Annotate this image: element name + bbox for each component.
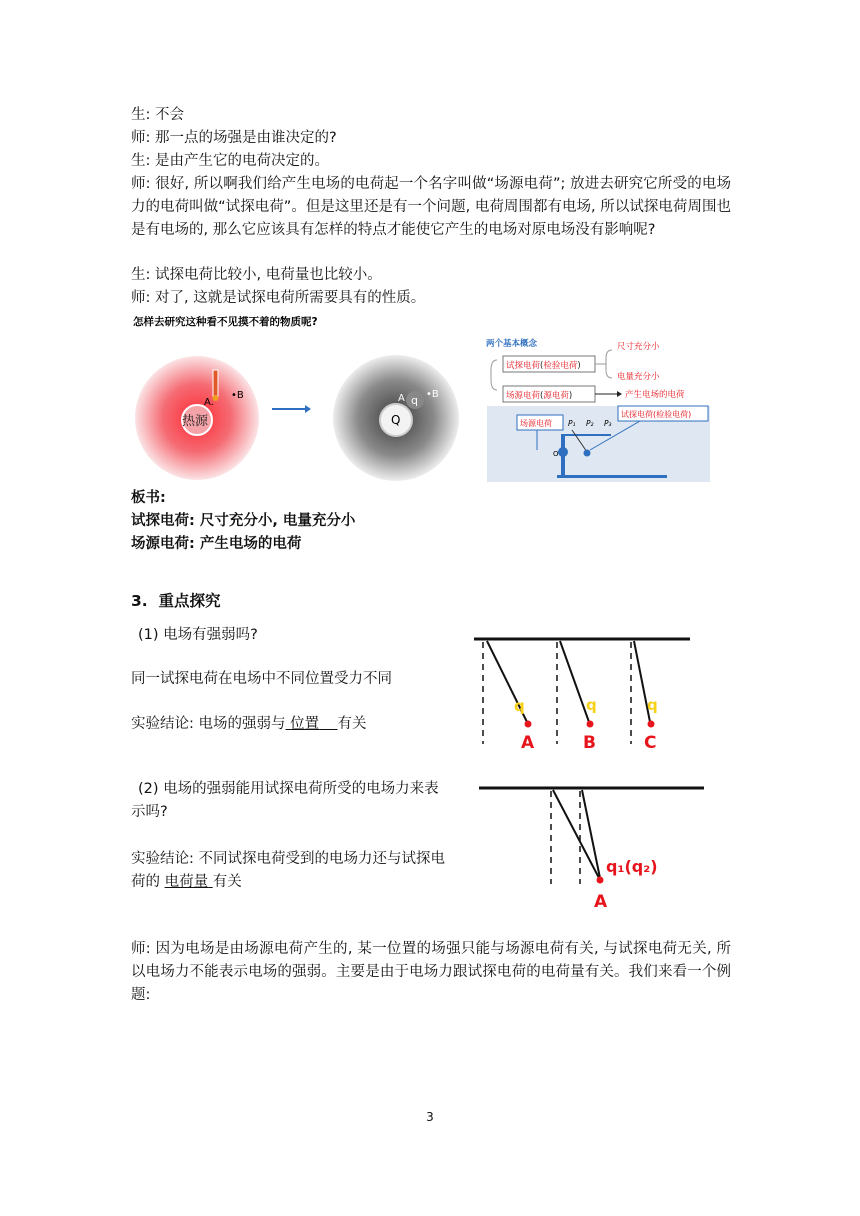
dialogue-line-2: 师: 那一点的场强是由谁决定的?	[131, 130, 337, 146]
question-2-conclusion-2: 荷的 电荷量 有关	[131, 874, 242, 890]
heat-source-label: 热源	[182, 414, 209, 429]
two-charges-figure	[476, 780, 706, 916]
figure-question: 怎样去研究这种看不见摸不着的物质呢?	[133, 316, 318, 328]
question-2-line-1: (2) 电场的强弱能用试探电荷所受的电场力来表	[138, 781, 439, 797]
thermometer-icon	[213, 370, 218, 396]
dialogue-line-5: 师: 对了, 这就是试探电荷所需要具有的性质。	[131, 290, 426, 306]
answer-blank-2: 电荷量	[164, 874, 209, 890]
arrow-head-icon	[305, 405, 311, 413]
teacher-paragraph-2: 师: 因为电场是由场源电荷产生的, 某一位置的场强只能与场源电荷有关, 与试探电荷无关, 所以电场力不能表示电场的强弱。主要是由于电场力跟试探电荷的电荷量有关。我们来看一个例题:	[131, 941, 731, 1003]
page-number: 3	[426, 1110, 434, 1124]
charge-b	[587, 721, 594, 728]
point-b-label: •B	[231, 390, 244, 401]
source-label-text: 场源电荷	[520, 419, 552, 428]
label-c: C	[644, 733, 657, 753]
p3-label: P₃	[604, 419, 612, 428]
dialogue-line-3: 生: 是由产生它的电荷决定的。	[131, 153, 329, 169]
source-charge-box-text: 场源电荷(源电荷)	[506, 391, 573, 401]
board-line-2: 场源电荷: 产生电场的电荷	[131, 536, 302, 552]
point-a-label: A.	[204, 397, 214, 408]
point-a-label-2: A	[594, 892, 608, 912]
board-line-1: 试探电荷: 尺寸充分小, 电量充分小	[131, 513, 356, 529]
field-concept-figure	[125, 312, 725, 484]
size-small-text: 尺寸充分小	[617, 342, 660, 352]
label-a: A	[521, 733, 535, 753]
o-label: O	[553, 450, 559, 458]
thread-b	[560, 641, 589, 722]
test-charge-q-label: q	[411, 394, 418, 407]
concept-bracket	[491, 360, 497, 390]
test-ball	[584, 450, 591, 457]
p2-label: P₂	[586, 419, 594, 428]
test-label-text: 试探电荷(检验电荷)	[621, 410, 692, 419]
question-1-text: 同一试探电荷在电场中不同位置受力不同	[131, 671, 392, 687]
section-heading: 3. 重点探究	[131, 592, 221, 610]
answer-blank-1: 位置	[290, 716, 320, 732]
source-charge-Q-label: Q	[391, 413, 401, 427]
thread-q1	[553, 790, 599, 878]
test-charge-box-text: 试探电荷(检验电荷)	[506, 361, 581, 371]
board-title: 板书:	[131, 490, 166, 506]
point-a2-label: A	[398, 393, 405, 404]
question-2-line-2: 示吗?	[131, 804, 168, 820]
question-1-conclusion: 实验结论: 电场的强弱与 位置 有关	[131, 716, 367, 732]
label-b: B	[583, 733, 596, 753]
dialogue-line-1: 生: 不会	[131, 107, 184, 123]
charge-q1-q2	[597, 877, 604, 884]
charge-a	[525, 721, 532, 728]
charge-c	[648, 721, 655, 728]
charge-small-text: 电量充分小	[617, 372, 660, 382]
q-label-a: q	[514, 697, 525, 715]
pendulum-positions-figure	[470, 634, 700, 754]
question-1: (1) 电场有强弱吗?	[138, 627, 258, 643]
teacher-paragraph-1: 师: 很好, 所以啊我们给产生电场的电荷起一个名字叫做“场源电荷”; 放进去研究它所受的电场力的电荷叫做“试探电荷”。但是这里还是有一个问题, 电荷周围都有电场, 所以试探电荷周围也是有电场的, 那么它应该具有怎样的特点才能使它产生的电场对原电场没有影响呢?	[131, 176, 731, 238]
source-ball	[558, 447, 568, 457]
stand-base	[557, 475, 667, 478]
q1-q2-label: q₁(q₂)	[606, 857, 658, 876]
question-2-conclusion-1: 实验结论: 不同试探电荷受到的电场力还与试探电	[131, 851, 445, 867]
produces-field-text: 产生电场的电荷	[625, 390, 685, 400]
dialogue-line-4: 生: 试探电荷比较小, 电荷量也比较小。	[131, 267, 382, 283]
point-b2-label: •B	[426, 389, 439, 400]
size-bracket	[606, 350, 612, 378]
q-label-b: q	[586, 696, 597, 714]
concept-title: 两个基本概念	[486, 339, 538, 349]
p1-label: P₁	[568, 419, 576, 428]
q-label-c: q	[647, 696, 658, 714]
